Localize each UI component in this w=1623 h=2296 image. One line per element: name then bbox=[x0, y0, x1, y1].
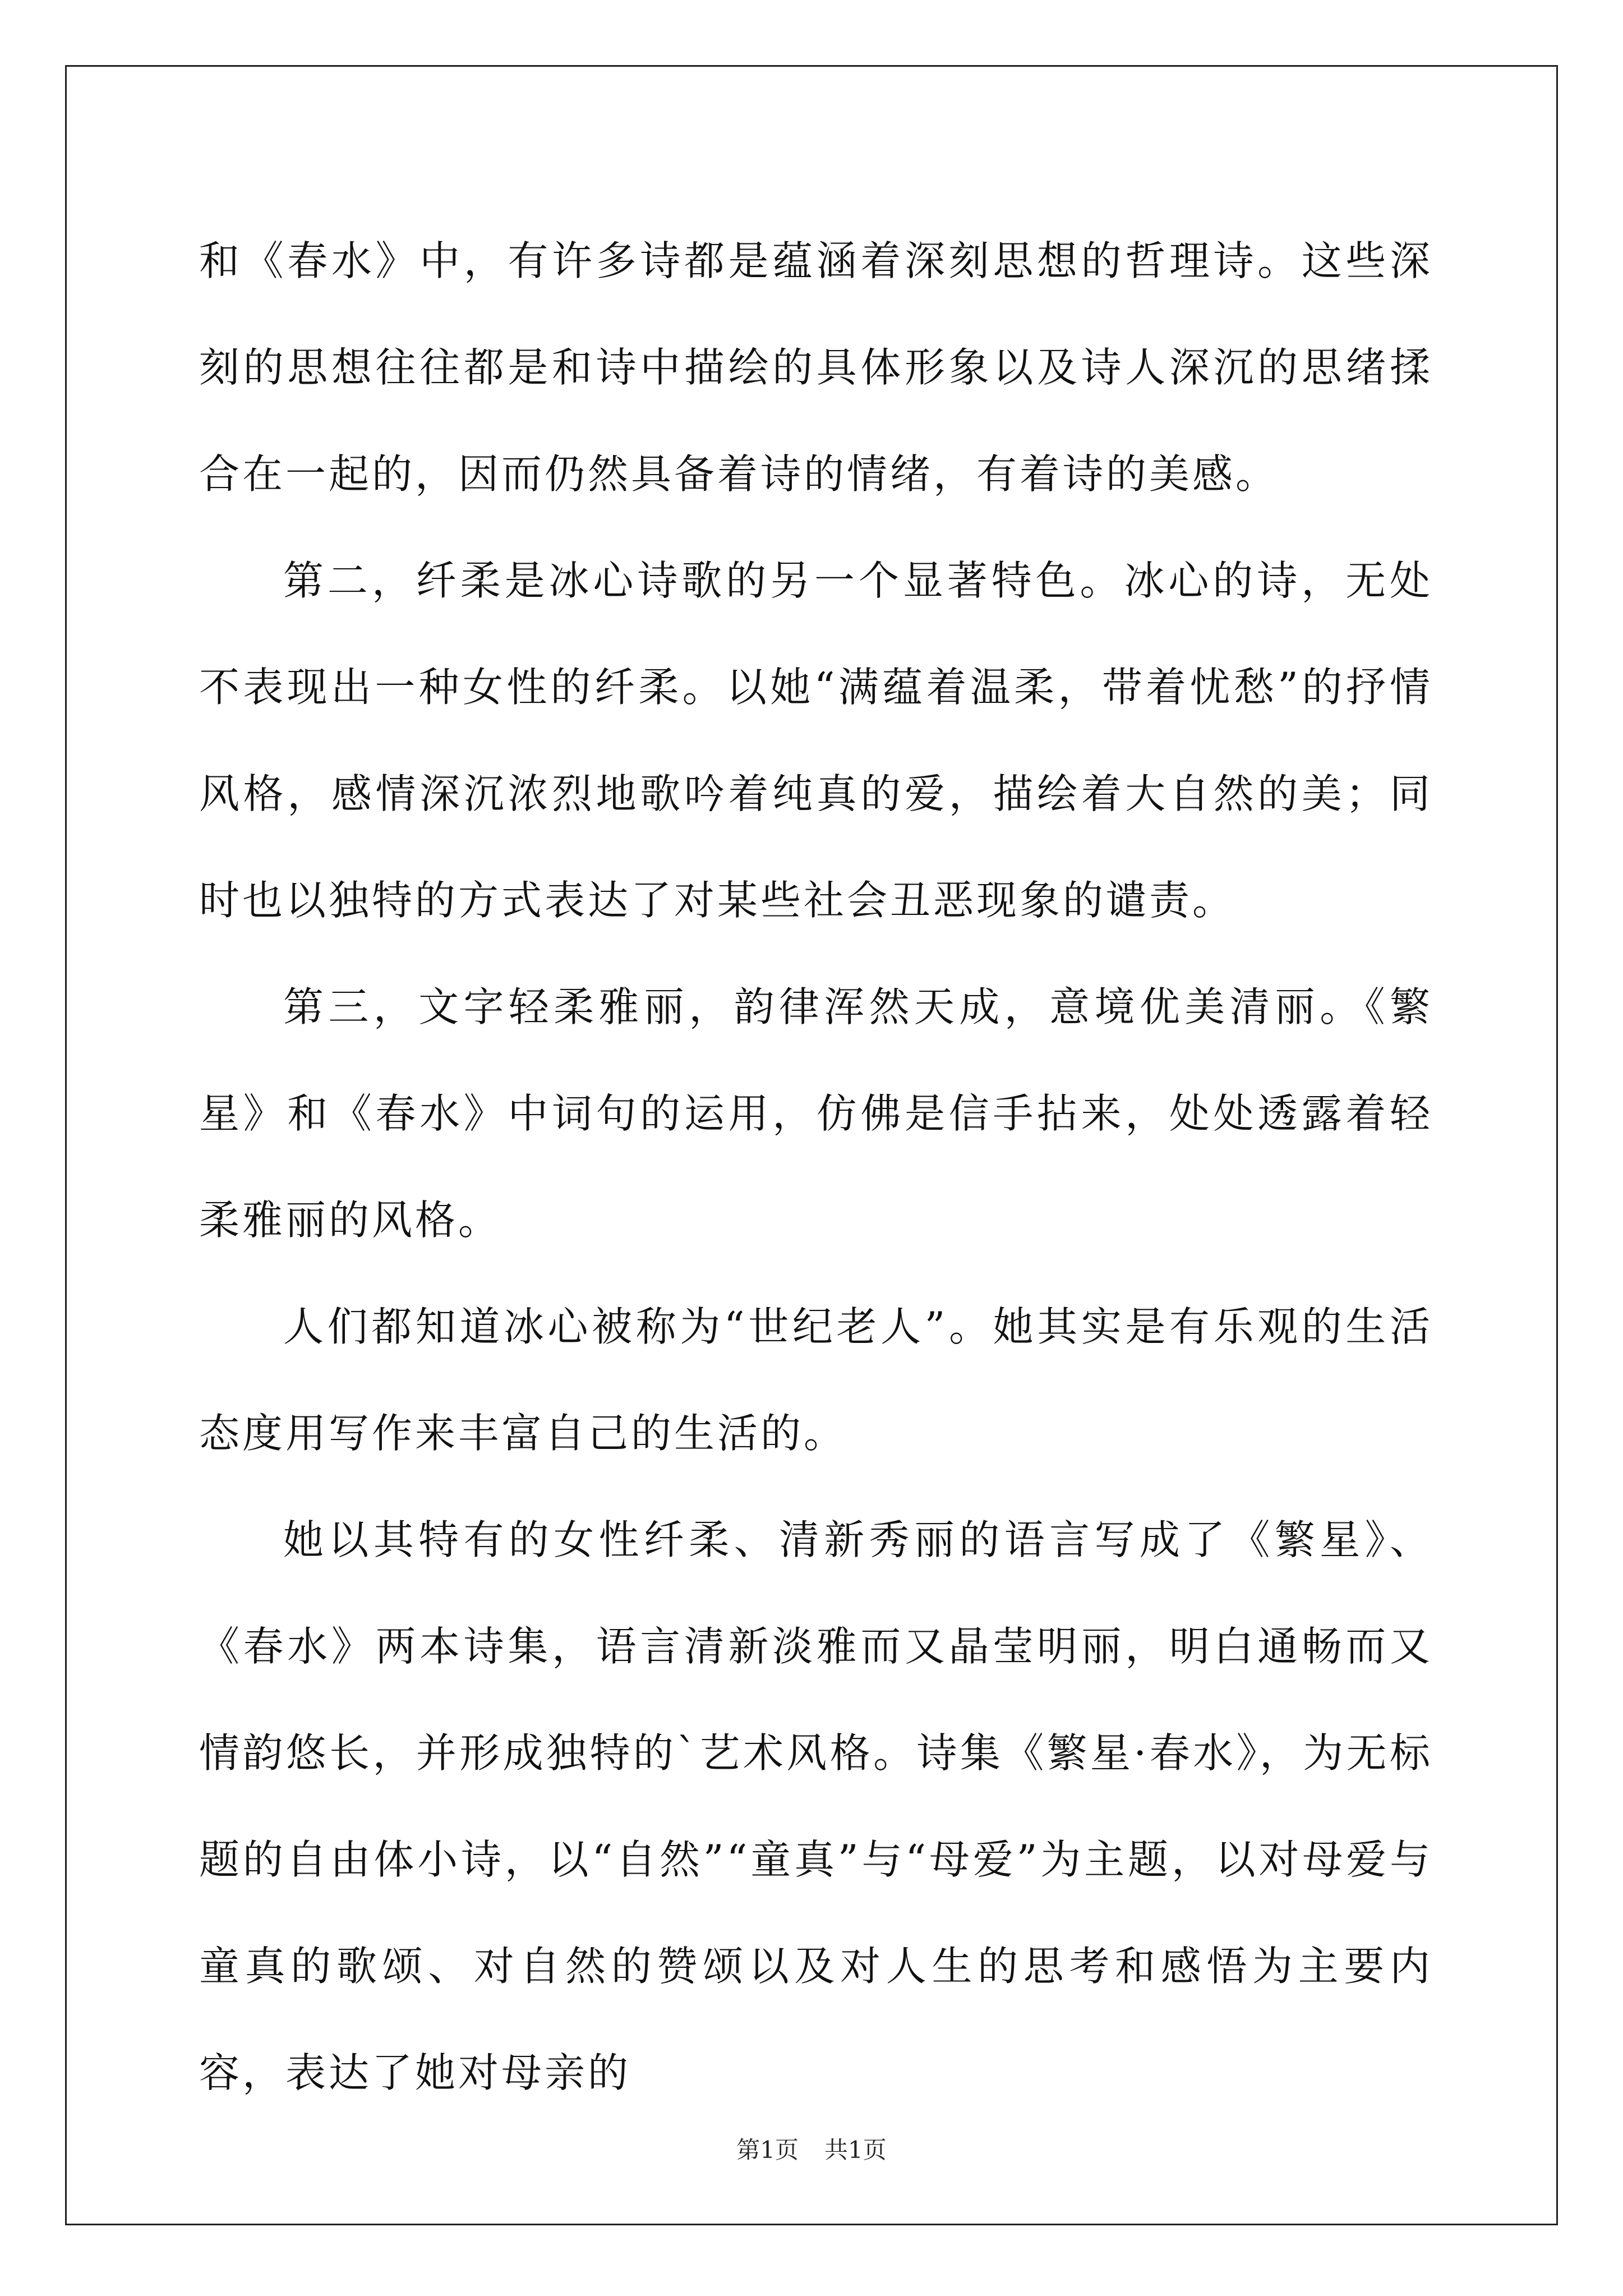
paragraph: 第二，纤柔是冰心诗歌的另一个显著特色。冰心的诗，无处不表现出一种女性的纤柔。以她“满蕴着温柔，带着忧愁”的抒情风格，感情深沉浓烈地歌吟着纯真的爱，描绘着大自然的美；同时也以独特的方式表达了对某些社会丑恶现象的谴责。 bbox=[199, 557, 1433, 924]
document-body bbox=[199, 208, 1433, 2126]
paragraph: 第三，文字轻柔雅丽，韵律浑然天成，意境优美清丽。《繁星》和《春水》中词句的运用，仿佛是信手拈来，处处透露着轻柔雅丽的风格。 bbox=[199, 983, 1433, 1244]
paragraph: 她以其特有的女性纤柔、清新秀丽的语言写成了《繁星》、《春水》两本诗集，语言清新淡雅而又晶莹明丽，明白通畅而又情韵悠长，并形成独特的`艺术风格。诗集《繁星·春水》，为无标题的自由体小诗，以“自然”“童真”与“母爱”为主题，以对母爱与童真的歌颂、对自然的赞颂以及对人生的思考和感悟为主要内容，表达了她对母亲的 bbox=[199, 1516, 1433, 2096]
paragraph: 人们都知道冰心被称为“世纪老人”。她其实是有乐观的生活态度用写作来丰富自己的生活的。 bbox=[199, 1303, 1433, 1457]
page-total: 共1页 bbox=[824, 2136, 887, 2164]
paragraph: 和《春水》中，有许多诗都是蕴涵着深刻思想的哲理诗。这些深刻的思想往往都是和诗中描绘的具体形象以及诗人深沉的思绪揉合在一起的，因而仍然具备着诗的情绪，有着诗的美感。 bbox=[199, 237, 1433, 498]
page-footer bbox=[0, 2132, 1623, 2165]
page-number: 第1页 bbox=[736, 2136, 799, 2164]
